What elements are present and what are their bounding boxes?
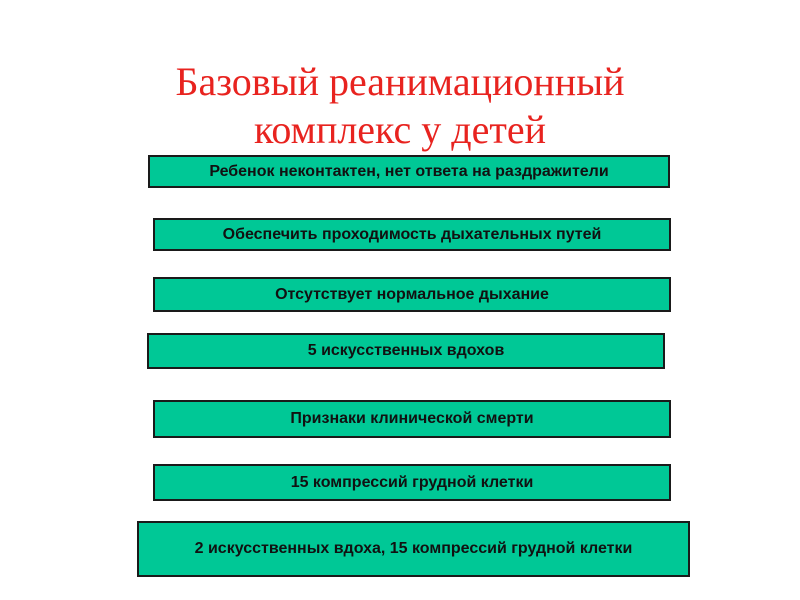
step-box-five-rescue-breaths [147,333,665,369]
step-label: Ребенок неконтактен, нет ответа на раздражители [209,162,609,180]
step-box-unresponsive [148,155,670,188]
step-box-breaths-and-compressions-cycle [137,521,690,577]
step-label: Обеспечить проходимость дыхательных путей [222,225,602,243]
step-box-no-normal-breathing [153,277,671,312]
slide-title [0,58,800,154]
step-label: 2 искусственных вдоха, 15 компрессий грудной клетки [194,540,633,557]
step-label: 5 искусственных вдохов [307,342,505,359]
step-box-open-airway [153,218,671,251]
step-label: Признаки клинической смерти [290,410,534,427]
step-box-clinical-death-signs [153,400,671,438]
step-label: 15 компрессий грудной клетки [290,473,534,491]
step-label: Отсутствует нормальное дыхание [275,285,549,303]
step-box-fifteen-compressions [153,464,671,501]
title-line-1: Базовый реанимационный [175,59,625,104]
title-line-2: комплекс у детей [253,107,546,152]
